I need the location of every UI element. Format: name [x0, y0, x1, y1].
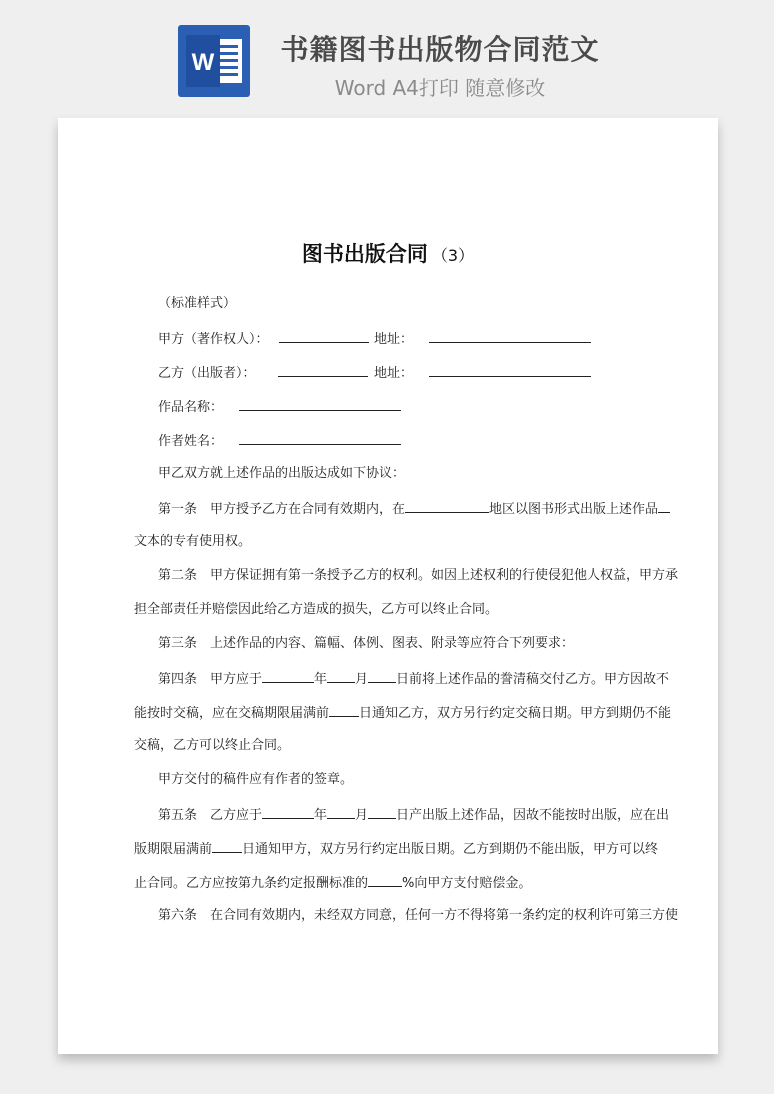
document-title: 图书出版合同 （3）: [301, 242, 475, 266]
article-5-line-2: 版期限届满前 日通知甲方，双方另行约定出版日期。乙方到期仍不能出版，甲方可以终: [134, 842, 659, 857]
publish-day-blank[interactable]: [368, 806, 396, 819]
work-name-row: [158, 398, 401, 416]
article-2-line-1: 第二条 甲方保证拥有第一条授予乙方的权利。如因上述权利的行使侵犯他人权益，甲方承: [158, 568, 679, 583]
article-1-line-2: 文本的专有使用权。: [134, 534, 252, 549]
address-label: 地址：: [374, 366, 414, 381]
work-name-blank[interactable]: [239, 398, 401, 411]
delivery-year-blank[interactable]: [262, 670, 314, 683]
article-5-line-1: 第五条 乙方应于 年 月 日产出版上述作品，因故不能按时出版，应在出: [158, 808, 670, 823]
header: [0, 0, 774, 110]
compensation-percent-blank[interactable]: [368, 874, 402, 887]
author-name-blank[interactable]: [239, 432, 401, 445]
party-a-blank[interactable]: [279, 330, 369, 343]
delivery-notice-days-blank[interactable]: [329, 704, 359, 717]
article-4-line-3: 交稿，乙方可以终止合同。: [134, 738, 291, 753]
article-4-line-1: 第四条 甲方应于 年 月 日前将上述作品的誊清稿交付乙方。甲方因故不: [158, 672, 670, 687]
party-b-address-row: [374, 364, 591, 382]
svg-text:W: W: [191, 49, 215, 76]
article-5-line-3: 止合同。乙方应按第九条约定报酬标准的 %向甲方支付赔偿金。: [134, 876, 532, 891]
document-title-suffix: （3）: [431, 246, 475, 265]
delivery-day-blank[interactable]: [368, 670, 396, 683]
publish-notice-days-blank[interactable]: [212, 840, 242, 853]
document-page: [58, 118, 718, 1054]
language-blank[interactable]: [658, 500, 670, 513]
article-3-line: 第三条 上述作品的内容、篇幅、体例、图表、附录等应符合下列要求：: [158, 636, 575, 651]
party-b-blank[interactable]: [278, 364, 368, 377]
article-6-line-1: 第六条 在合同有效期内，未经双方同意，任何一方不得将第一条约定的权利许可第三方使: [158, 908, 679, 923]
article-4-line-2: 能按时交稿，应在交稿期限届满前 日通知乙方，双方另行约定交稿日期。甲方到期仍不能: [134, 706, 672, 721]
publish-month-blank[interactable]: [327, 806, 355, 819]
article-4-signature-note: 甲方交付的稿件应有作者的签章。: [158, 772, 354, 787]
party-b-address-blank[interactable]: [429, 364, 591, 377]
delivery-month-blank[interactable]: [327, 670, 355, 683]
party-a-row: [158, 330, 369, 348]
region-blank[interactable]: [405, 500, 489, 513]
author-name-row: [158, 432, 401, 450]
header-title: 书籍图书出版物合同范文: [280, 33, 600, 66]
author-name-label: 作者姓名：: [158, 434, 224, 449]
header-subtitle: Word A4打印 随意修改: [334, 76, 546, 100]
standard-style-note: （标准样式）: [158, 296, 237, 311]
party-b-label: 乙方（出版者）：: [158, 366, 256, 381]
address-label: 地址：: [374, 332, 414, 347]
work-name-label: 作品名称：: [158, 400, 224, 415]
word-logo-icon: [178, 25, 250, 97]
intro-text: 甲乙双方就上述作品的出版达成如下协议：: [158, 466, 406, 481]
publish-year-blank[interactable]: [262, 806, 314, 819]
article-1-line-1: 第一条 甲方授予乙方在合同有效期内，在 地区以图书形式出版上述作品: [158, 500, 670, 518]
party-a-label: 甲方（著作权人）：: [158, 332, 269, 347]
party-b-row: [158, 364, 368, 382]
party-a-address-row: [374, 330, 591, 348]
party-a-address-blank[interactable]: [429, 330, 591, 343]
article-2-line-2: 担全部责任并赔偿因此给乙方造成的损失，乙方可以终止合同。: [134, 602, 499, 617]
